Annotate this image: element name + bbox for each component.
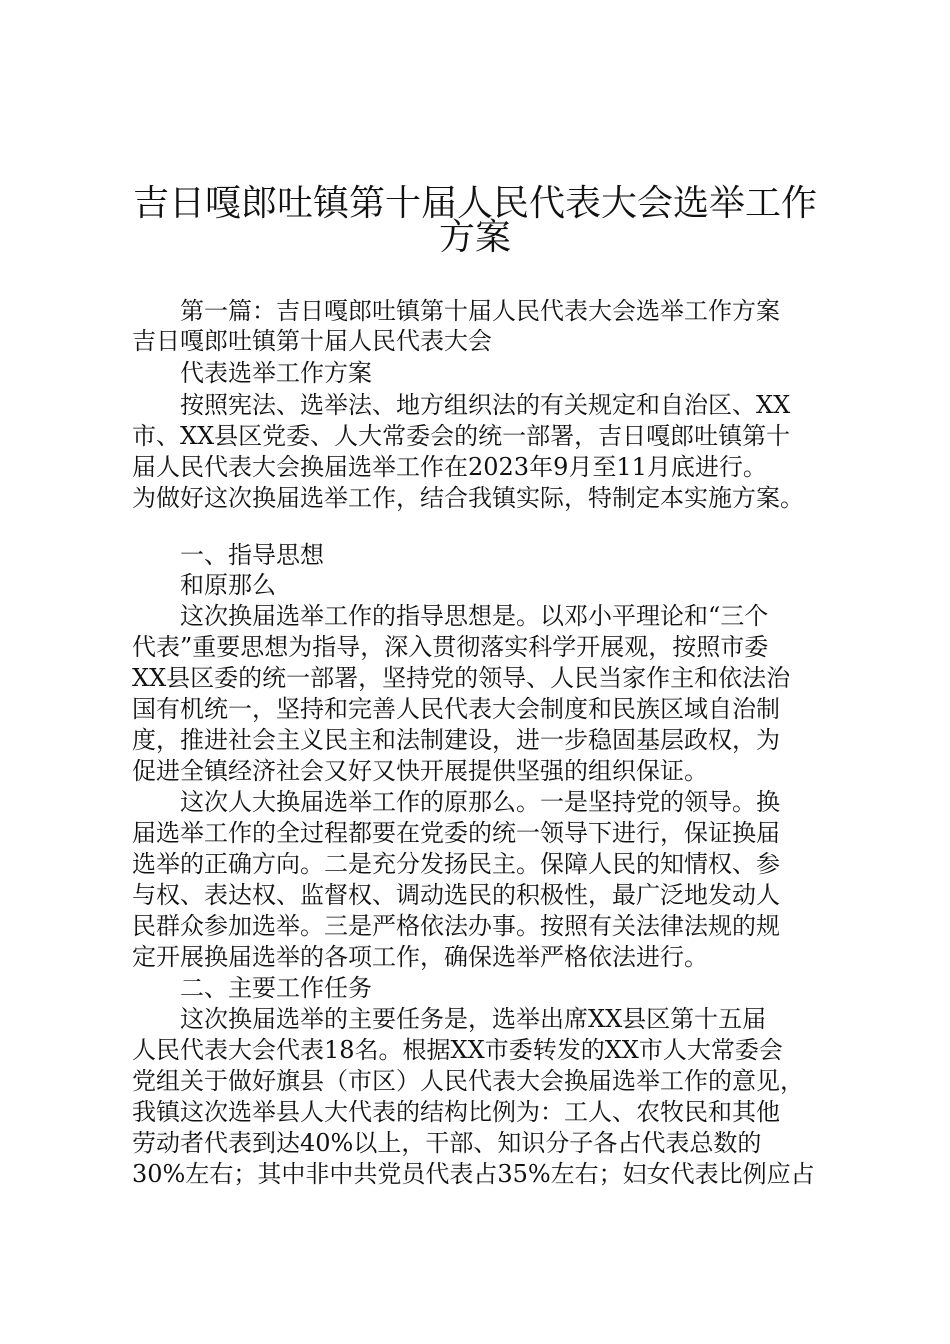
text-line: 第一篇：吉日嘎郎吐镇第十届人民代表大会选举工作方案: [180, 297, 780, 325]
text-line: 国有机统一，坚持和完善人民代表大会制度和民族区域自治制: [132, 695, 780, 723]
text-line: 定开展换届选举的各项工作，确保选举严格依法进行。: [132, 943, 708, 971]
text-line: 促进全镇经济社会又好又快开展提供坚强的组织保证。: [132, 757, 708, 785]
section-heading: 二、主要工作任务: [180, 974, 372, 1002]
text-line: XX县区委的统一部署，坚持党的领导、人民当家作主和依法治: [132, 664, 791, 692]
text-line: 按照宪法、选举法、地方组织法的有关规定和自治区、XX: [180, 391, 791, 419]
text-line: 我镇这次选举县人大代表的结构比例为：工人、农牧民和其他: [132, 1098, 780, 1126]
text-line: 选举的正确方向。二是充分发扬民主。保障人民的知情权、参: [132, 850, 780, 878]
section-heading-continued: 和原那么: [180, 571, 276, 599]
text-line: 党组关于做好旗县（市区）人民代表大会换届选举工作的意见，: [132, 1067, 804, 1095]
text-line: 这次换届选举的主要任务是，选举出席XX县区第十五届: [180, 1005, 767, 1033]
text-line: 代表”重要思想为指导，深入贯彻落实科学开展观，按照市委: [132, 633, 769, 661]
text-line: 代表选举工作方案: [180, 359, 372, 387]
text-line: 届选举工作的全过程都要在党委的统一领导下进行，保证换届: [132, 819, 780, 847]
text-line: 这次换届选举工作的指导思想是。以邓小平理论和“三个: [180, 602, 769, 630]
text-line: 为做好这次换届选举工作，结合我镇实际，特制定本实施方案。: [132, 484, 804, 512]
text-line: 市、XX县区党委、人大常委会的统一部署，吉日嘎郎吐镇第十: [132, 422, 791, 450]
text-line: 吉日嘎郎吐镇第十届人民代表大会: [132, 327, 492, 355]
section-heading: 一、指导思想: [180, 541, 324, 569]
text-line: 劳动者代表到达40%以上，干部、知识分子各占代表总数的: [132, 1129, 762, 1157]
text-line: 民群众参加选举。三是严格依法办事。按照有关法律法规的规: [132, 912, 780, 940]
text-line: 届人民代表大会换届选举工作在2023年9月至11月底进行。: [132, 453, 767, 481]
text-line: 人民代表大会代表18名。根据XX市委转发的XX市人大常委会: [132, 1036, 783, 1064]
text-line: 这次人大换届选举工作的原那么。一是坚持党的领导。换: [180, 788, 780, 816]
text-line: 度，推进社会主义民主和法制建设，进一步稳固基层政权，为: [132, 726, 780, 754]
document-title-line-2: 方案: [438, 217, 511, 258]
text-line: 与权、表达权、监督权、调动选民的积极性，最广泛地发动人: [132, 881, 780, 909]
text-line: 30%左右；其中非中共党员代表占35%左右；妇女代表比例应占: [132, 1160, 815, 1188]
document-title-line-1: 吉日嘎郎吐镇第十届人民代表大会选举工作: [132, 183, 817, 224]
